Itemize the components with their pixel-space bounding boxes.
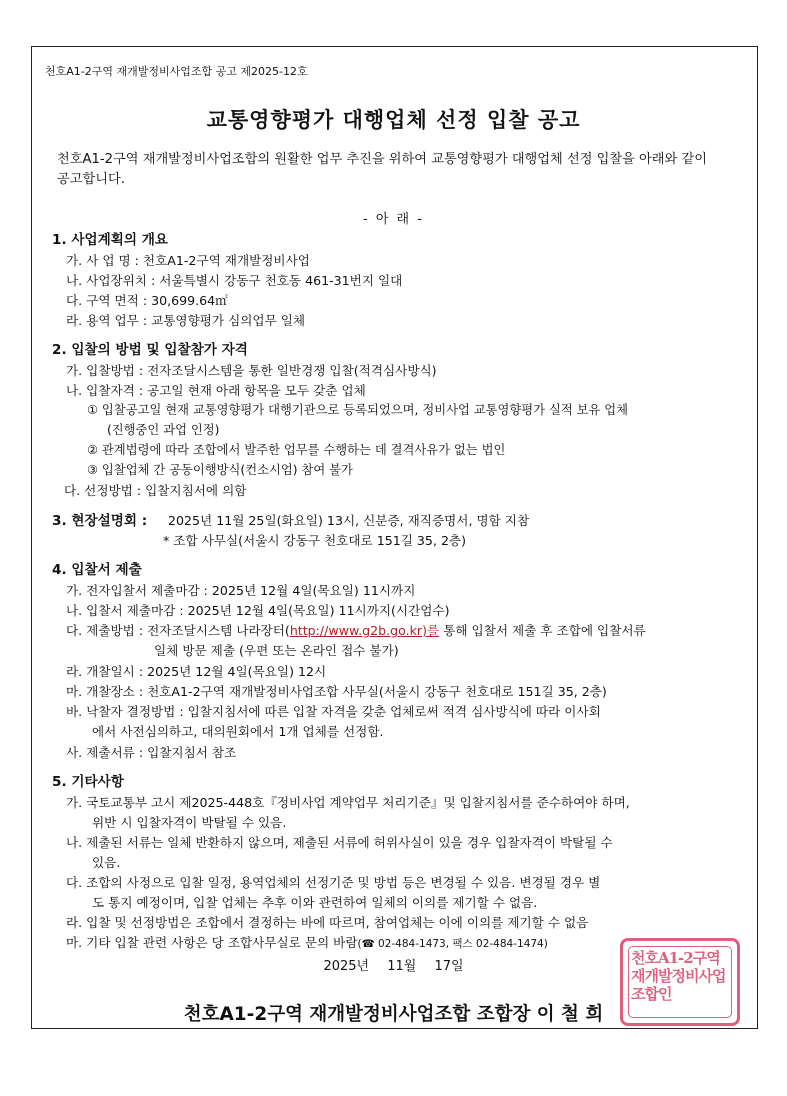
- s4-item-g: 사. 제출서류 : 입찰지침서 참조: [66, 745, 237, 760]
- s1-item-c: 다. 구역 면적 : 30,699.64㎡: [66, 293, 228, 308]
- section-4-heading: 4. 입찰서 제출: [52, 562, 142, 578]
- s5-item-b: 나. 제출된 서류는 일체 반환하지 않으며, 제출된 서류에 허위사실이 있을 경우 입찰자격이 박탈될 수: [66, 835, 613, 850]
- section-3-heading: 3. 현장설명회 :: [52, 513, 148, 529]
- s2-item-a: 가. 입찰방법 : 전자조달시스템을 통한 일반경쟁 입찰(적격심사방식): [66, 363, 437, 378]
- issuer-signature-line: 천호A1-2구역 재개발정비사업조합 조합장 이 철 희: [183, 1004, 604, 1025]
- s2-item-b2: ② 관계법령에 따라 조합에서 발주한 업무를 수행하는 데 결격사유가 없는 법인: [87, 443, 506, 457]
- s5-item-b-cont: 있음.: [92, 855, 121, 870]
- page-title: 교통영향평가 대행업체 선정 입찰 공고: [206, 108, 581, 132]
- s3-text: 2025년 11월 25일(화요일) 13시, 신분증, 재직증명서, 명함 지참: [168, 513, 530, 528]
- s4-item-c-post: 통해 입찰서 제출 후 조합에 입찰서류: [439, 623, 646, 638]
- s5-item-c: 다. 조합의 사정으로 입찰 일정, 용역업체의 선정기준 및 방법 등은 변경될 수 있음. 변경될 경우 별: [66, 875, 601, 890]
- s2-item-b: 나. 입찰자격 : 공고일 현재 아래 항목을 모두 갖춘 업체: [66, 383, 366, 398]
- s4-item-f-cont: 에서 사전심의하고, 대의원회에서 1개 업체를 선정함.: [92, 724, 384, 739]
- g2b-link[interactable]: http://www.g2b.go.kr)를: [289, 623, 440, 638]
- s5-item-e: [66, 932, 548, 951]
- s2-item-b1-cont: (진행중인 과업 인정): [107, 423, 220, 437]
- s5-item-a-cont: 위반 시 입찰자격이 박탈될 수 있음.: [92, 815, 287, 830]
- s5-item-c-cont: 도 통지 예정이며, 입찰 업체는 추후 이와 관련하여 일체의 이의를 제기할 수 없음.: [92, 895, 538, 910]
- s5-item-a: 가. 국토교통부 고시 제2025-448호『정비사업 계약업무 처리기준』및 입찰지침서를 준수하여야 하며,: [66, 795, 630, 810]
- s4-item-a: 가. 전자입찰서 제출마감 : 2025년 12월 4일(목요일) 11시까지: [66, 583, 416, 598]
- s4-item-c-pre: 다. 제출방법 : 전자조달시스템 나라장터(: [66, 623, 290, 638]
- s3-location: * 조합 사무실(서울시 강동구 천호대로 151길 35, 2층): [163, 533, 467, 548]
- official-seal: [620, 938, 740, 1026]
- s1-item-b: 나. 사업장위치 : 서울특별시 강동구 천호동 461-31번지 일대: [66, 273, 403, 288]
- s4-item-e: 마. 개찰장소 : 천호A1-2구역 재개발정비사업조합 사무실(서울시 강동구 천호대로 151길 35, 2층): [66, 684, 607, 699]
- seal-lettering: 천호A1-2구역재개발정비사업조합인: [631, 949, 726, 1003]
- s1-item-a: 가. 사 업 명 : 천호A1-2구역 재개발정비사업: [66, 253, 310, 268]
- s4-item-c: [66, 620, 646, 639]
- s2-item-b3: ③ 입찰업체 간 공동이행방식(컨소시엄) 참여 불가: [87, 463, 353, 477]
- contact-info: (☎ 02-484-1473, 팩스 02-484-1474): [357, 938, 548, 950]
- s4-item-d: 라. 개찰일시 : 2025년 12월 4일(목요일) 12시: [66, 664, 327, 679]
- s2-item-b1: ① 입찰공고일 현재 교통영향평가 대행기관으로 등록되었으며, 정비사업 교통영향평가 실적 보유 업체: [87, 403, 629, 417]
- s1-item-d: 라. 용역 업무 : 교통영향평가 심의업무 일체: [66, 313, 306, 328]
- section-5-heading: 5. 기타사항: [52, 774, 124, 790]
- s2-item-c: 다. 선정방법 : 입찰지침서에 의함: [64, 483, 247, 498]
- section-1-heading: 1. 사업계획의 개요: [52, 232, 169, 248]
- s4-item-f: 바. 낙찰자 결정방법 : 입찰지침서에 따른 입찰 자격을 갖춘 업체로써 적격 심사방식에 따라 이사회: [66, 704, 601, 719]
- s5-item-d: 라. 입찰 및 선정방법은 조합에서 결정하는 바에 따르며, 참여업체는 이에 이의를 제기할 수 없음: [66, 915, 589, 930]
- s4-item-b: 나. 입찰서 제출마감 : 2025년 12월 4일(목요일) 11시까지(시간엄수): [66, 603, 450, 618]
- document-number: 천호A1-2구역 재개발정비사업조합 공고 제2025-12호: [45, 65, 308, 78]
- s4-item-c-cont: 일체 방문 제출 (우편 또는 온라인 접수 불가): [154, 643, 399, 658]
- s5-item-e-text: 마. 기타 입찰 관련 사항은 당 조합사무실로 문의 바람: [66, 935, 358, 950]
- section-divider-label: - 아 래 -: [363, 212, 424, 227]
- announcement-date: 2025년 11월 17일: [323, 959, 464, 974]
- intro-paragraph: 천호A1-2구역 재개발정비사업조합의 원활한 업무 추진을 위하여 교통영향평가 대행업체 선정 입찰을 아래와 같이 공고합니다.: [57, 152, 707, 187]
- section-2-heading: 2. 입찰의 방법 및 입찰참가 자격: [52, 342, 248, 358]
